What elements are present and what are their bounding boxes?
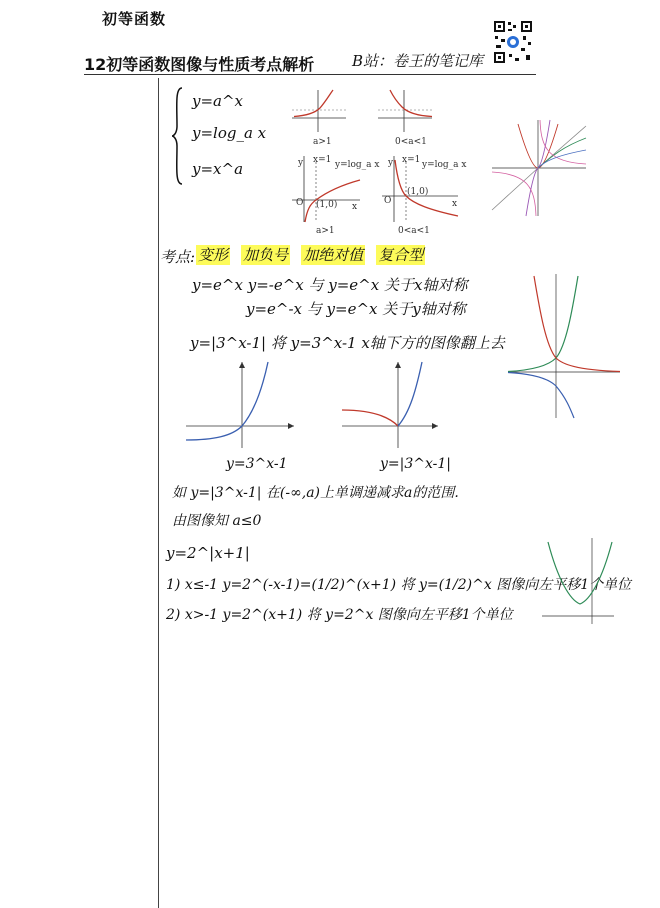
graph-3x-minus-1	[184, 360, 296, 450]
graph-ex-family	[506, 272, 622, 420]
graph-exp-a-gt-1	[292, 88, 348, 134]
graph-exp-a-lt-1	[378, 88, 434, 134]
graph-2-abs-x-plus-1	[540, 536, 616, 626]
note-line-6: y=2^|x+1|	[166, 544, 250, 562]
note-line-8: 2) x>-1 y=2^(x+1) 将 y=2^x 图像向左平移1个单位	[166, 607, 513, 623]
note-line-5: 由图像知 a≤0	[172, 513, 262, 529]
label-point-1-0: (1,0)	[316, 200, 338, 210]
caption-log-a-gt-1: a>1	[316, 226, 335, 236]
label-x-eq-1-b: x=1	[402, 155, 421, 165]
label-y-axis-b: y	[388, 158, 394, 168]
label-origin-b: O	[384, 196, 392, 206]
caption-exp-a-gt-1: a>1	[313, 137, 332, 147]
note-line-1: y=e^x y=-e^x 与 y=e^x 关于x轴对称	[192, 276, 468, 294]
label-x-eq-1: x=1	[313, 155, 332, 165]
label-y-axis: y	[298, 158, 304, 168]
label-x-axis: x	[352, 202, 358, 212]
header-underline	[84, 74, 536, 75]
func-logarithm: y=log_a x	[192, 124, 267, 142]
label-x-axis-b: x	[452, 199, 458, 209]
margin-line	[158, 78, 159, 908]
page-title: 12初等函数图像与性质考点解析	[84, 55, 315, 74]
header-small-title: 初等函数	[102, 10, 167, 28]
kaodian-item-composite: 复合型	[378, 246, 424, 264]
graph-power-functions	[488, 118, 588, 218]
brace-icon	[170, 86, 184, 186]
graph-abs-3x-minus-1	[340, 360, 440, 450]
caption-3x-minus-1: y=3^x-1	[226, 456, 288, 472]
func-exponential: y=a^x	[192, 92, 244, 110]
kaodian-label: 考点:	[160, 248, 196, 266]
qr-code-icon	[493, 20, 533, 64]
caption-abs-3x-minus-1: y=|3^x-1|	[380, 456, 451, 472]
kaodian-items	[196, 244, 425, 265]
note-line-7: 1) x≤-1 y=2^(-x-1)=(1/2)^(x+1) 将 y=(1/2)^x 图像向左平移1个单位	[166, 577, 632, 593]
note-line-4: 如 y=|3^x-1| 在(-∞,a)上单调递减求a的范围.	[172, 485, 459, 501]
label-log-func-b: y=log_a x	[422, 160, 467, 170]
kaodian-item-transform: 变形	[198, 246, 229, 264]
caption-exp-a-lt-1: 0<a<1	[395, 137, 427, 147]
kaodian-item-absolute: 加绝对值	[303, 246, 364, 264]
note-line-2: y=e^-x 与 y=e^x 关于y轴对称	[246, 300, 466, 318]
label-log-func: y=log_a x	[335, 160, 380, 170]
func-power: y=x^a	[192, 160, 244, 178]
note-line-3: y=|3^x-1| 将 y=3^x-1 x轴下方的图像翻上去	[190, 334, 505, 352]
label-point-1-0-b: (1,0)	[407, 187, 429, 197]
kaodian-item-negate: 加负号	[243, 246, 289, 264]
header-site: B站：卷王的笔记库	[352, 52, 484, 70]
caption-log-a-lt-1: 0<a<1	[398, 226, 430, 236]
label-origin: O	[296, 198, 304, 208]
